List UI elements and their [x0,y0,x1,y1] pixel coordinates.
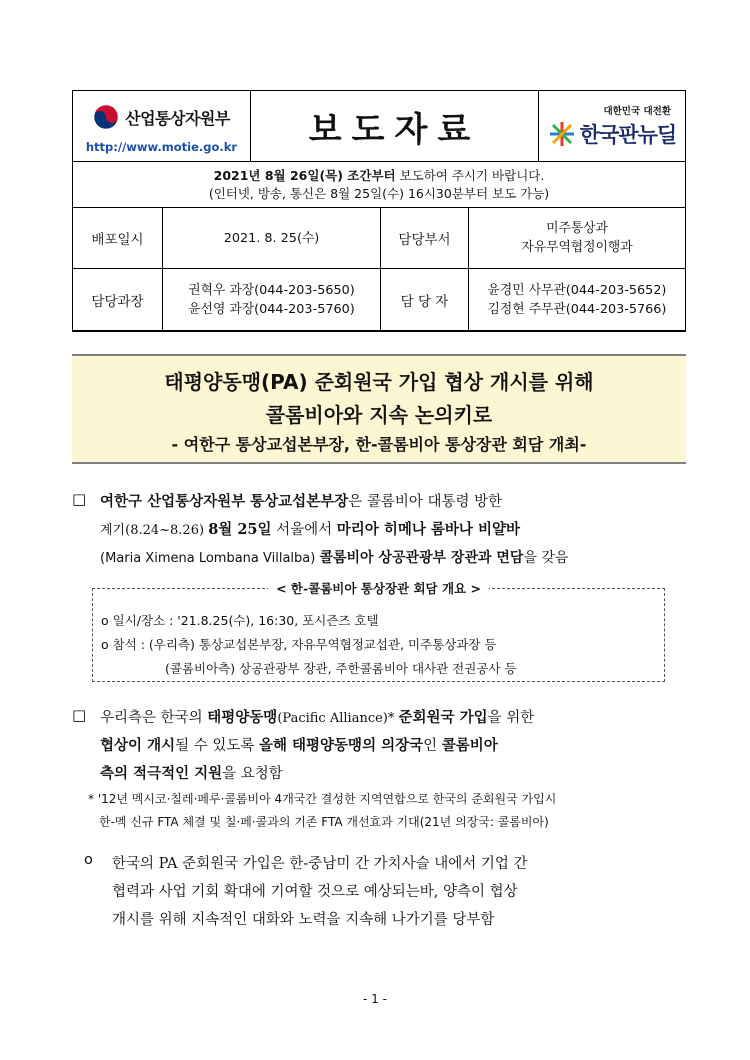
headline-banner [72,354,686,464]
contact-info-row [73,269,685,331]
sub-paragraph-line-2: 협력과 사업 기회 확대에 기여할 것으로 예상되는바, 양측이 협상 [112,884,518,900]
overview-datetime: o 일시/장소 : '21.8.25(수), 16:30, 포시즌즈 호텔 [101,613,379,628]
bullet-square: □ [72,706,87,724]
new-deal-spark-icon [548,120,576,148]
headline-line-2: 콜롬비아와 지속 논의키로 [265,403,493,427]
embargo-notice [73,162,685,208]
text-span: 콜롬비아 [441,737,498,754]
director-line-2: 윤선영 과장(044-203-5760) [188,301,355,317]
text-span: 협상이 개시 [100,737,176,754]
meeting-summary: 콜롬비아 상공관광부 장관과 면담 [319,550,524,566]
director-value [163,269,381,330]
paragraph-line [100,734,498,755]
meeting-date: 8월 25일 [208,521,272,538]
page-number: - 1 - [363,992,387,1006]
staff-value [469,269,685,330]
footnote-line-2: 한-멕 신규 FTA 체결 및 칠·페·콜과의 기존 FTA 개선효과 기대(21년 의장국: 콜롬비아) [99,815,549,829]
department-label: 담당부서 [381,208,469,268]
sub-paragraph-line-1: 한국의 PA 준회원국 가입은 한-중남미 간 가치사슬 내에서 기업 간 [112,856,528,872]
release-date-label: 배포일시 [73,208,163,268]
release-date-value: 2021. 8. 25(수) [163,208,381,268]
paragraph-request [72,706,686,786]
overview-title-wrap [93,579,664,597]
text-span: 은 콜롬비아 대통령 방한 [348,494,503,510]
department-line-2: 자유무역협정이행과 [521,240,633,255]
text-span: 측의 적극적인 지원 [100,765,223,782]
counterpart-latin-name: (Maria Ximena Lombana Villalba) [100,551,320,566]
text-span: 될 수 있도록 [175,738,259,754]
minister-name: 여한구 산업통상자원부 통상교섭본부장 [100,493,349,510]
pacific-alliance: 태평양동맹 [207,709,278,726]
embargo-date: 2021년 8월 26일(목) 조간부터 [213,167,396,183]
text-span: 서울에서 [271,522,337,538]
text-span: 우리측은 한국의 [100,710,208,726]
taegeuk-emblem-icon [93,104,119,130]
text-span: 계기(8.24~8.26) [100,523,209,538]
sub-paragraph-line-3: 개시를 위해 지속적인 대화와 노력을 지속해 나가기를 당부함 [112,912,495,928]
meeting-overview-box [92,581,665,682]
ministry-url-link[interactable]: http://www.motie.go.kr [85,140,238,154]
headline-line-1: 태평양동맹(PA) 준회원국 가입 협상 개시를 위해 [164,370,594,394]
release-info-row [73,208,685,269]
paragraph-line [100,518,520,539]
text-span: 인 [423,738,442,754]
ministry-logo-block [73,91,251,161]
staff-label: 담 당 자 [381,269,469,330]
headline-subtitle: - 여한구 통상교섭본부장, 한-콜롬비아 통상장관 회담 개최- [171,435,587,454]
text-span: 올해 태평양동맹의 의장국 [258,737,424,754]
ministry-name: 산업통상자원부 [125,108,230,128]
staff-line-1: 윤경민 사무관(044-203-5652) [487,282,667,298]
director-label: 담당과장 [73,269,163,330]
new-deal-logo-block [539,91,685,161]
overview-attendees: o 참석 : (우리측) 통상교섭본부장, 자유무역협정교섭관, 미주통상과장 등 [101,637,497,652]
new-deal-tagline: 대한민국 대전환 [603,106,671,117]
paragraph-line [100,490,502,511]
paragraph-meeting [72,490,686,580]
paragraph-line [100,762,283,783]
press-release-header [72,90,686,332]
overview-attendees-colombia: (콜롬비아측) 상공관광부 장관, 주한콜롬비아 대사관 전권공사 등 [165,661,517,676]
counterpart-name: 마리아 히메나 롬바나 비얄바 [336,521,521,538]
department-value [469,208,685,268]
header-logo-row [73,91,685,162]
embargo-text: 보도하여 주시기 바랍니다. [395,167,545,183]
text-span: 을 요청함 [222,766,283,782]
department-line-1: 미주통상과 [546,221,608,236]
text-span: (Pacific Alliance)* [277,711,399,726]
text-span: 을 위한 [487,710,535,726]
document-title: 보도자료 [251,91,539,161]
sub-bullet-mark: o [84,852,93,868]
associate-membership: 준회원국 가입 [398,709,488,726]
footnote-line-1: * '12년 멕시코·칠레·페루·콜롬비아 4개국간 결성한 지역연합으로 한국의 준회원국 가입시 [88,792,557,806]
new-deal-name: 한국판뉴딜 [579,123,677,147]
overview-title: < 한-콜롬비아 통상장관 회담 개요 > [268,581,489,596]
staff-line-2: 김정현 주무관(044-203-5766) [487,301,667,317]
paragraph-line [100,706,534,727]
director-line-1: 권혁우 과장(044-203-5650) [188,282,355,298]
text-span: 을 갖음 [523,550,569,566]
paragraph-line [100,547,568,567]
embargo-online-note: (인터넷, 방송, 통신은 8월 25일(수) 16시30분부터 보도 가능) [208,185,550,201]
bullet-square: □ [72,490,87,508]
